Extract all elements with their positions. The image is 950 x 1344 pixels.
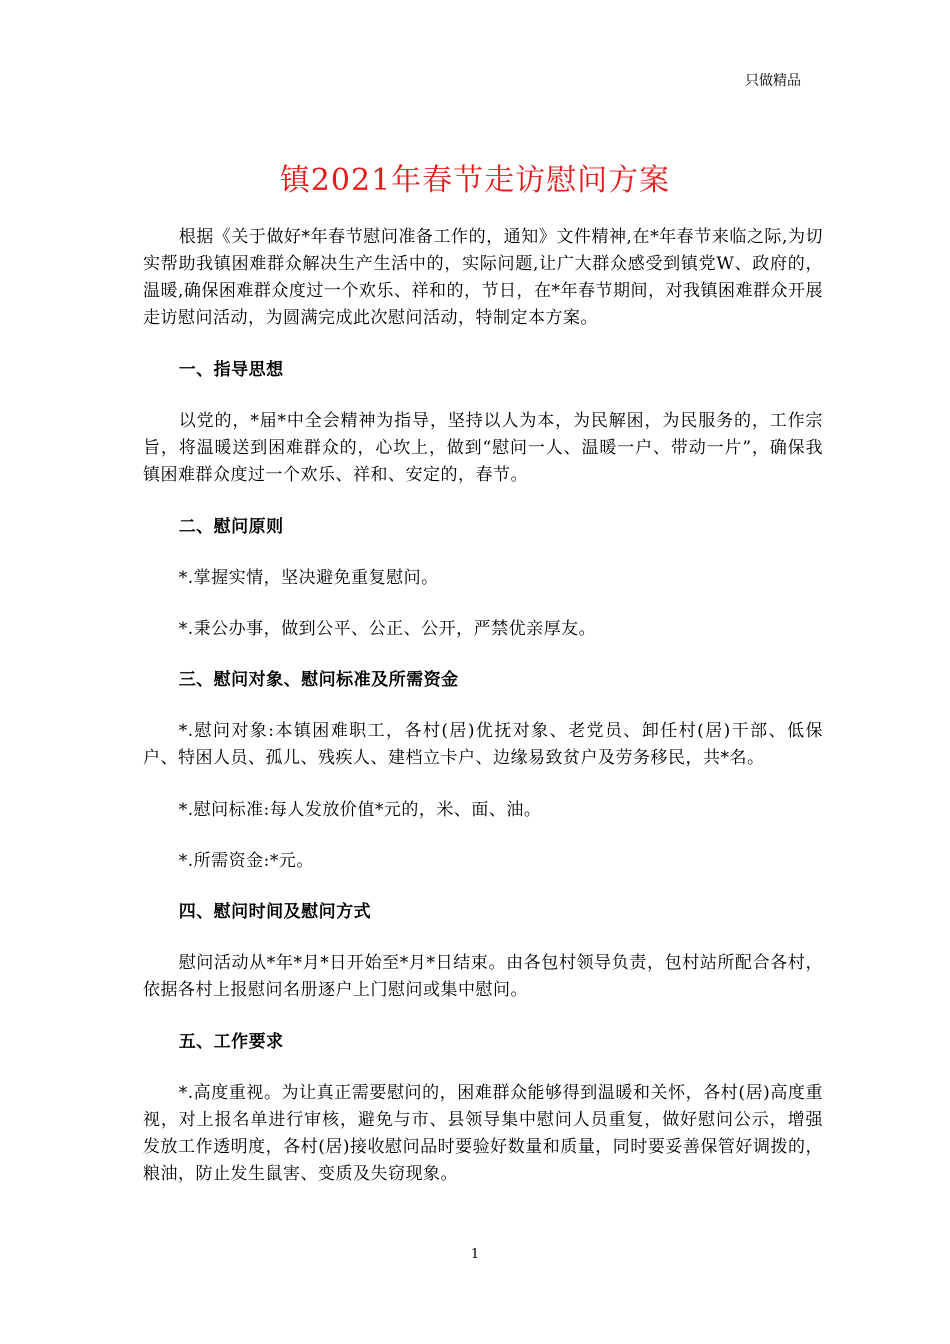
section-heading-5: 五、工作要求: [178, 1032, 284, 1052]
page-number: 1: [470, 1247, 480, 1262]
section-3-paragraph-2: *.慰问标准:每人发放价值*元的，米、面、油。: [178, 800, 542, 820]
section-2-paragraph-2: *.秉公办事，做到公平、公正、公开，严禁优亲厚友。: [178, 619, 597, 639]
section-3-paragraph-1: *.慰问对象:本镇困难职工，各村(居)优抚对象、老党员、卸任村(居)干部、低保户、特困人员、孤儿、残疾人、建档立卡户、边缘易致贫户及劳务移民，共*名。: [143, 721, 823, 768]
section-3-paragraph-3: *.所需资金:*元。: [178, 851, 314, 871]
intro-paragraph: 根据《关于做好*年春节慰问准备工作的，通知》文件精神,在*年春节来临之际,为切实帮助我镇困难群众解决生产生活中的，实际问题,让广大群众感受到镇党W、政府的，温暖,确保困难群众度过一个欢乐、祥和的，节日，在*年春节期间，对我镇困难群众开展走访慰问活动，为圆满完成此次慰问活动，特制定本方案。: [143, 227, 823, 328]
section-heading-3: 三、慰问对象、慰问标准及所需资金: [178, 670, 459, 690]
header-note: 只做精品: [745, 73, 801, 89]
document-title: 镇2021年春节走访慰问方案: [279, 163, 671, 198]
section-5-paragraph-1: *.高度重视。为让真正需要慰问的，困难群众能够得到温暖和关怀，各村(居)高度重视，对上报名单进行审核，避免与市、县领导集中慰问人员重复，做好慰问公示，增强发放工作透明度，各村(居)接收慰问品时要验好数量和质量，同时要妥善保管好调拨的，粮油，防止发生鼠害、变质及失窃现象。: [143, 1083, 823, 1184]
section-2-paragraph-1: *.掌握实情，坚决避免重复慰问。: [178, 568, 439, 588]
section-1-paragraph-1: 以党的，*届*中全会精神为指导，坚持以人为本，为民解困，为民服务的，工作宗旨，将温暖送到困难群众的，心坎上，做到“慰问一人、温暖一户、带动一片”，确保我镇困难群众度过一个欢乐、祥和、安定的，春节。: [143, 411, 823, 485]
section-heading-4: 四、慰问时间及慰问方式: [178, 902, 372, 922]
section-heading-1: 一、指导思想: [178, 360, 284, 380]
section-4-paragraph-1: 慰问活动从*年*月*日开始至*月*日结束。由各包村领导负责，包村站所配合各村，依据各村上报慰问名册逐户上门慰问或集中慰问。: [143, 953, 823, 1000]
section-heading-2: 二、慰问原则: [178, 517, 284, 537]
document-body: [143, 224, 823, 1188]
